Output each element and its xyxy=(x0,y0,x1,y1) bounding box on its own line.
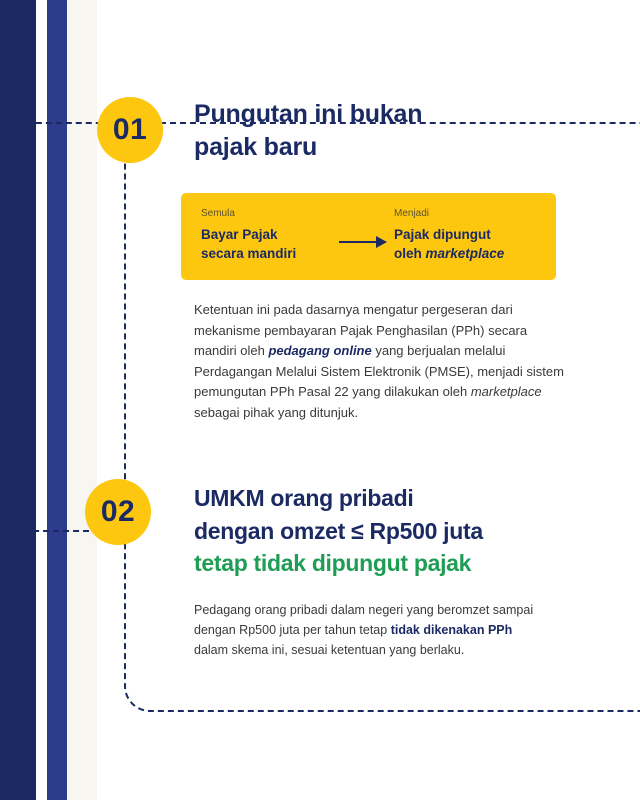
section-1-heading-line1: Pungutan ini bukan xyxy=(194,100,423,128)
card-from-text xyxy=(201,226,371,263)
para-2-part-0: Pedagang orang pribadi dalam negeri yang beromzet sampai dengan Rp500 juta per tahun tetap xyxy=(194,603,534,637)
card-to-line2-italic: marketplace xyxy=(425,245,505,261)
card-from-line2: secara mandiri xyxy=(201,245,297,261)
card-to-line1: Pajak dipungut xyxy=(394,227,491,242)
para-1-part-0: Ketentuan ini pada dasarnya mengatur pergeseran dari mekanisme pembayaran Pajak Penghasilan (PPh) secara mandiri oleh xyxy=(194,302,528,359)
comparison-card xyxy=(181,193,556,280)
section-1-paragraph xyxy=(194,300,564,423)
card-to-line2-plain: oleh xyxy=(394,245,426,261)
card-to-text xyxy=(394,226,554,263)
para-1-part-4: sebagai pihak yang ditunjuk. xyxy=(194,404,359,420)
step-badge-01: 01 xyxy=(97,97,163,163)
para-2-part-2: dalam skema ini, sesuai ketentuan yang berlaku. xyxy=(194,643,465,657)
section-2-heading-line3: tetap tidak dipungut pajak xyxy=(194,550,472,577)
card-from-label: Semula xyxy=(201,208,235,219)
arrow-right-icon xyxy=(339,241,385,243)
section-2-heading-line2: dengan omzet ≤ Rp500 juta xyxy=(194,517,483,544)
card-from-line1: Bayar Pajak xyxy=(201,227,278,242)
step-badge-02: 02 xyxy=(85,479,151,545)
para-2-part-1: tidak dikenakan PPh xyxy=(390,623,513,637)
para-1-part-3: marketplace xyxy=(470,384,542,400)
section-1-heading-line2: pajak baru xyxy=(194,133,318,161)
para-1-part-2: yang berjualan melalui Perdagangan Melalui Sistem Elektronik (PMSE), menjadi sistem pemungutan PPh Pasal 22 yang dilakukan oleh xyxy=(194,343,564,400)
section-2-paragraph xyxy=(194,600,544,660)
section-2-heading xyxy=(194,482,594,580)
card-to-label: Menjadi xyxy=(394,208,430,219)
section-1-heading xyxy=(194,98,594,164)
para-1-part-1: pedagang online xyxy=(268,343,372,359)
section-2-heading-line1: UMKM orang pribadi xyxy=(194,485,414,511)
